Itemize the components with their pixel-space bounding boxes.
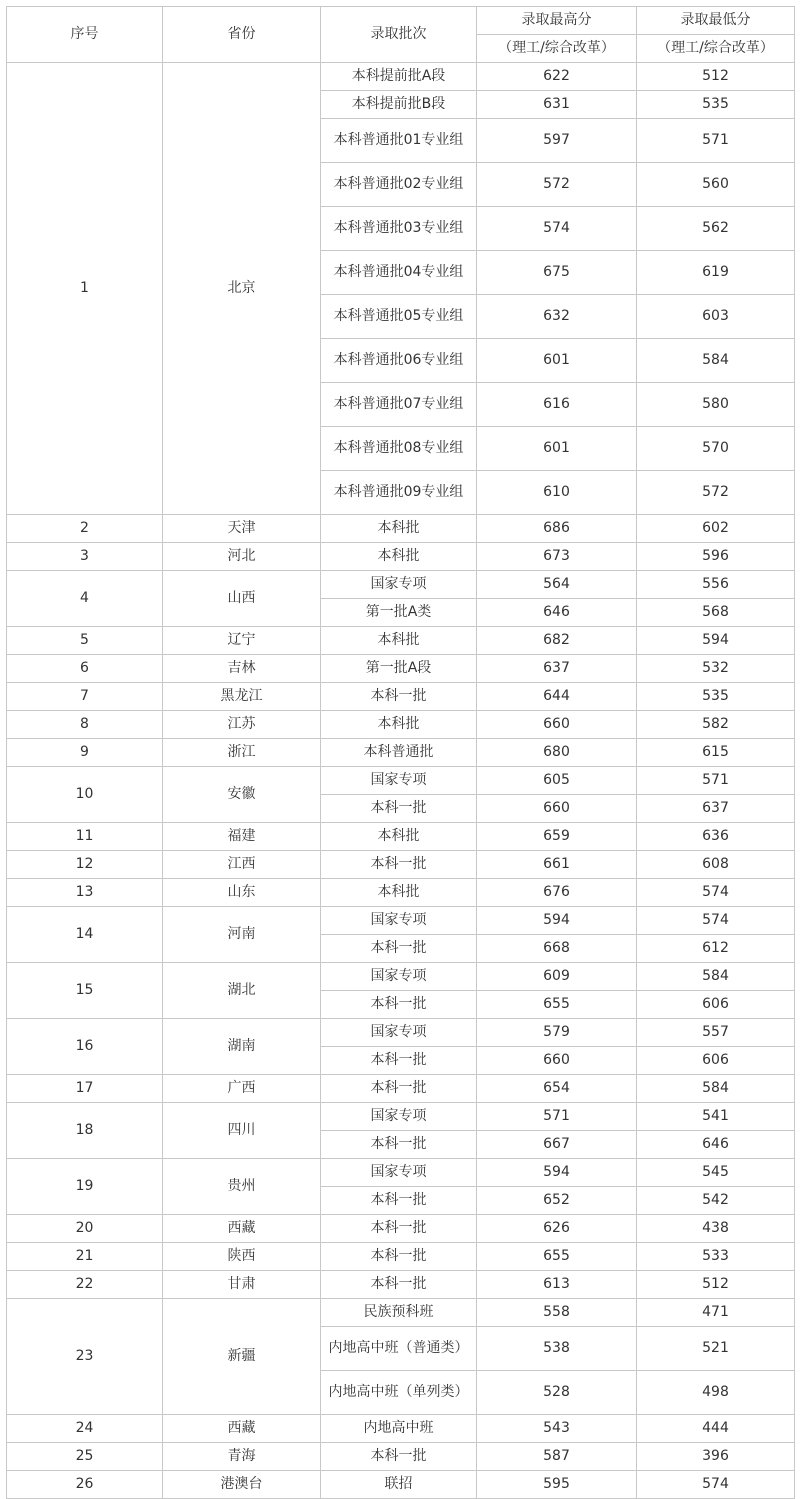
table-row (7, 767, 795, 795)
cell-max-score: 572 (477, 163, 637, 207)
cell-batch: 内地高中班（单列类） (321, 1371, 477, 1415)
cell-max-score: 594 (477, 907, 637, 935)
cell-province: 湖南 (163, 1019, 321, 1075)
cell-batch: 本科普通批08专业组 (321, 427, 477, 471)
cell-min-score: 596 (637, 543, 795, 571)
cell-batch: 本科批 (321, 879, 477, 907)
cell-province: 青海 (163, 1443, 321, 1471)
cell-max-score: 667 (477, 1131, 637, 1159)
cell-batch: 第一批A类 (321, 599, 477, 627)
cell-max-score: 528 (477, 1371, 637, 1415)
cell-min-score: 533 (637, 1243, 795, 1271)
cell-batch: 本科普通批 (321, 739, 477, 767)
cell-province: 河北 (163, 543, 321, 571)
cell-province: 陕西 (163, 1243, 321, 1271)
cell-batch: 本科普通批01专业组 (321, 119, 477, 163)
cell-province: 港澳台 (163, 1471, 321, 1499)
cell-index: 11 (7, 823, 163, 851)
cell-batch: 本科一批 (321, 1075, 477, 1103)
cell-min-score: 535 (637, 91, 795, 119)
table-row (7, 571, 795, 599)
cell-batch: 国家专项 (321, 1159, 477, 1187)
cell-max-score: 659 (477, 823, 637, 851)
cell-batch: 国家专项 (321, 1019, 477, 1047)
cell-min-score: 574 (637, 1471, 795, 1499)
cell-batch: 本科一批 (321, 1215, 477, 1243)
cell-index: 6 (7, 655, 163, 683)
cell-index: 16 (7, 1019, 163, 1075)
cell-min-score: 612 (637, 935, 795, 963)
table-row (7, 1075, 795, 1103)
cell-province: 甘肃 (163, 1271, 321, 1299)
table-row (7, 1019, 795, 1047)
cell-batch: 国家专项 (321, 963, 477, 991)
table-row (7, 655, 795, 683)
cell-max-score: 616 (477, 383, 637, 427)
cell-batch: 第一批A段 (321, 655, 477, 683)
cell-max-score: 595 (477, 1471, 637, 1499)
cell-index: 10 (7, 767, 163, 823)
cell-min-score: 584 (637, 339, 795, 383)
cell-min-score: 636 (637, 823, 795, 851)
cell-max-score: 655 (477, 1243, 637, 1271)
cell-max-score: 609 (477, 963, 637, 991)
cell-min-score: 471 (637, 1299, 795, 1327)
table-row (7, 627, 795, 655)
table-row (7, 1299, 795, 1327)
table-row (7, 543, 795, 571)
cell-batch: 本科一批 (321, 1187, 477, 1215)
header-row (7, 7, 795, 35)
cell-province: 贵州 (163, 1159, 321, 1215)
cell-max-score: 543 (477, 1415, 637, 1443)
cell-max-score: 605 (477, 767, 637, 795)
cell-min-score: 584 (637, 1075, 795, 1103)
table-row (7, 823, 795, 851)
table-row (7, 907, 795, 935)
cell-min-score: 568 (637, 599, 795, 627)
cell-max-score: 613 (477, 1271, 637, 1299)
cell-index: 5 (7, 627, 163, 655)
cell-max-score: 660 (477, 711, 637, 739)
cell-min-score: 582 (637, 711, 795, 739)
cell-province: 广西 (163, 1075, 321, 1103)
cell-max-score: 538 (477, 1327, 637, 1371)
cell-min-score: 584 (637, 963, 795, 991)
cell-max-score: 660 (477, 795, 637, 823)
cell-province: 四川 (163, 1103, 321, 1159)
cell-max-score: 654 (477, 1075, 637, 1103)
cell-batch: 民族预科班 (321, 1299, 477, 1327)
cell-max-score: 661 (477, 851, 637, 879)
cell-index: 7 (7, 683, 163, 711)
table-row (7, 1159, 795, 1187)
cell-min-score: 542 (637, 1187, 795, 1215)
cell-min-score: 535 (637, 683, 795, 711)
cell-index: 22 (7, 1271, 163, 1299)
cell-min-score: 541 (637, 1103, 795, 1131)
cell-province: 江西 (163, 851, 321, 879)
cell-min-score: 512 (637, 63, 795, 91)
table-row (7, 1443, 795, 1471)
cell-index: 14 (7, 907, 163, 963)
cell-min-score: 580 (637, 383, 795, 427)
cell-min-score: 606 (637, 991, 795, 1019)
cell-max-score: 637 (477, 655, 637, 683)
cell-min-score: 574 (637, 907, 795, 935)
cell-max-score: 601 (477, 427, 637, 471)
cell-max-score: 594 (477, 1159, 637, 1187)
cell-max-score: 601 (477, 339, 637, 383)
cell-index: 25 (7, 1443, 163, 1471)
table-row (7, 1471, 795, 1499)
cell-max-score: 675 (477, 251, 637, 295)
cell-min-score: 574 (637, 879, 795, 907)
cell-max-score: 652 (477, 1187, 637, 1215)
cell-max-score: 673 (477, 543, 637, 571)
table-body (7, 7, 795, 1499)
admission-scores-table (6, 6, 795, 1499)
header-batch: 录取批次 (321, 7, 477, 63)
cell-min-score: 570 (637, 427, 795, 471)
table-row (7, 1415, 795, 1443)
cell-max-score: 680 (477, 739, 637, 767)
cell-index: 26 (7, 1471, 163, 1499)
cell-max-score: 558 (477, 1299, 637, 1327)
cell-province: 山东 (163, 879, 321, 907)
table-row (7, 515, 795, 543)
cell-max-score: 686 (477, 515, 637, 543)
cell-batch: 本科一批 (321, 1443, 477, 1471)
cell-min-score: 571 (637, 767, 795, 795)
header-max-score: 录取最高分 (477, 7, 637, 35)
cell-batch: 本科批 (321, 627, 477, 655)
header-index: 序号 (7, 7, 163, 63)
header-min-score-sub: （理工/综合改革） (637, 35, 795, 63)
cell-max-score: 622 (477, 63, 637, 91)
cell-min-score: 603 (637, 295, 795, 339)
cell-max-score: 646 (477, 599, 637, 627)
cell-batch: 本科普通批06专业组 (321, 339, 477, 383)
cell-batch: 本科普通批09专业组 (321, 471, 477, 515)
cell-province: 新疆 (163, 1299, 321, 1415)
cell-batch: 本科一批 (321, 795, 477, 823)
cell-max-score: 676 (477, 879, 637, 907)
cell-index: 9 (7, 739, 163, 767)
cell-index: 24 (7, 1415, 163, 1443)
cell-min-score: 615 (637, 739, 795, 767)
cell-max-score: 668 (477, 935, 637, 963)
table-row (7, 879, 795, 907)
cell-index: 23 (7, 1299, 163, 1415)
cell-batch: 本科批 (321, 823, 477, 851)
cell-max-score: 610 (477, 471, 637, 515)
cell-min-score: 562 (637, 207, 795, 251)
cell-min-score: 438 (637, 1215, 795, 1243)
cell-batch: 本科一批 (321, 1271, 477, 1299)
cell-max-score: 655 (477, 991, 637, 1019)
cell-province: 山西 (163, 571, 321, 627)
cell-batch: 本科批 (321, 515, 477, 543)
cell-batch: 本科提前批B段 (321, 91, 477, 119)
table-row (7, 1215, 795, 1243)
table-row (7, 683, 795, 711)
cell-max-score: 564 (477, 571, 637, 599)
cell-province: 西藏 (163, 1215, 321, 1243)
cell-index: 3 (7, 543, 163, 571)
cell-province: 福建 (163, 823, 321, 851)
cell-max-score: 632 (477, 295, 637, 339)
cell-min-score: 498 (637, 1371, 795, 1415)
cell-min-score: 532 (637, 655, 795, 683)
cell-province: 安徽 (163, 767, 321, 823)
cell-batch: 本科批 (321, 711, 477, 739)
header-max-score-sub: （理工/综合改革） (477, 35, 637, 63)
cell-min-score: 602 (637, 515, 795, 543)
table-row (7, 963, 795, 991)
cell-province: 河南 (163, 907, 321, 963)
cell-min-score: 521 (637, 1327, 795, 1371)
cell-province: 浙江 (163, 739, 321, 767)
cell-batch: 本科普通批02专业组 (321, 163, 477, 207)
cell-batch: 本科一批 (321, 1131, 477, 1159)
cell-min-score: 594 (637, 627, 795, 655)
header-province: 省份 (163, 7, 321, 63)
cell-batch: 本科一批 (321, 1047, 477, 1075)
cell-batch: 本科一批 (321, 935, 477, 963)
cell-index: 12 (7, 851, 163, 879)
cell-min-score: 606 (637, 1047, 795, 1075)
cell-batch: 国家专项 (321, 907, 477, 935)
cell-index: 2 (7, 515, 163, 543)
cell-batch: 本科普通批04专业组 (321, 251, 477, 295)
cell-province: 辽宁 (163, 627, 321, 655)
cell-province: 天津 (163, 515, 321, 543)
cell-index: 21 (7, 1243, 163, 1271)
cell-index: 8 (7, 711, 163, 739)
cell-min-score: 545 (637, 1159, 795, 1187)
cell-province: 湖北 (163, 963, 321, 1019)
cell-batch: 内地高中班（普通类） (321, 1327, 477, 1371)
cell-max-score: 574 (477, 207, 637, 251)
cell-batch: 本科一批 (321, 1243, 477, 1271)
cell-batch: 本科一批 (321, 991, 477, 1019)
cell-min-score: 608 (637, 851, 795, 879)
cell-batch: 联招 (321, 1471, 477, 1499)
cell-index: 17 (7, 1075, 163, 1103)
cell-max-score: 682 (477, 627, 637, 655)
cell-index: 1 (7, 63, 163, 515)
cell-min-score: 637 (637, 795, 795, 823)
cell-index: 20 (7, 1215, 163, 1243)
cell-index: 15 (7, 963, 163, 1019)
cell-min-score: 646 (637, 1131, 795, 1159)
cell-min-score: 396 (637, 1443, 795, 1471)
cell-min-score: 556 (637, 571, 795, 599)
cell-max-score: 597 (477, 119, 637, 163)
cell-batch: 国家专项 (321, 571, 477, 599)
table-row (7, 63, 795, 91)
cell-max-score: 660 (477, 1047, 637, 1075)
cell-batch: 本科提前批A段 (321, 63, 477, 91)
cell-min-score: 571 (637, 119, 795, 163)
cell-batch: 国家专项 (321, 1103, 477, 1131)
cell-index: 19 (7, 1159, 163, 1215)
cell-max-score: 571 (477, 1103, 637, 1131)
cell-min-score: 512 (637, 1271, 795, 1299)
table-row (7, 711, 795, 739)
cell-max-score: 631 (477, 91, 637, 119)
cell-province: 西藏 (163, 1415, 321, 1443)
cell-batch: 本科一批 (321, 683, 477, 711)
cell-index: 4 (7, 571, 163, 627)
table-row (7, 851, 795, 879)
table-row (7, 739, 795, 767)
cell-batch: 本科一批 (321, 851, 477, 879)
cell-batch: 本科普通批03专业组 (321, 207, 477, 251)
cell-batch: 本科批 (321, 543, 477, 571)
cell-max-score: 626 (477, 1215, 637, 1243)
cell-batch: 内地高中班 (321, 1415, 477, 1443)
cell-min-score: 560 (637, 163, 795, 207)
cell-max-score: 644 (477, 683, 637, 711)
table-row (7, 1243, 795, 1271)
cell-province: 黑龙江 (163, 683, 321, 711)
cell-min-score: 619 (637, 251, 795, 295)
cell-min-score: 557 (637, 1019, 795, 1047)
cell-index: 13 (7, 879, 163, 907)
cell-province: 江苏 (163, 711, 321, 739)
cell-province: 吉林 (163, 655, 321, 683)
cell-min-score: 444 (637, 1415, 795, 1443)
cell-batch: 本科普通批07专业组 (321, 383, 477, 427)
table-row (7, 1103, 795, 1131)
cell-min-score: 572 (637, 471, 795, 515)
cell-batch: 本科普通批05专业组 (321, 295, 477, 339)
cell-max-score: 587 (477, 1443, 637, 1471)
cell-max-score: 579 (477, 1019, 637, 1047)
cell-batch: 国家专项 (321, 767, 477, 795)
table-row (7, 1271, 795, 1299)
cell-index: 18 (7, 1103, 163, 1159)
header-min-score: 录取最低分 (637, 7, 795, 35)
cell-province: 北京 (163, 63, 321, 515)
